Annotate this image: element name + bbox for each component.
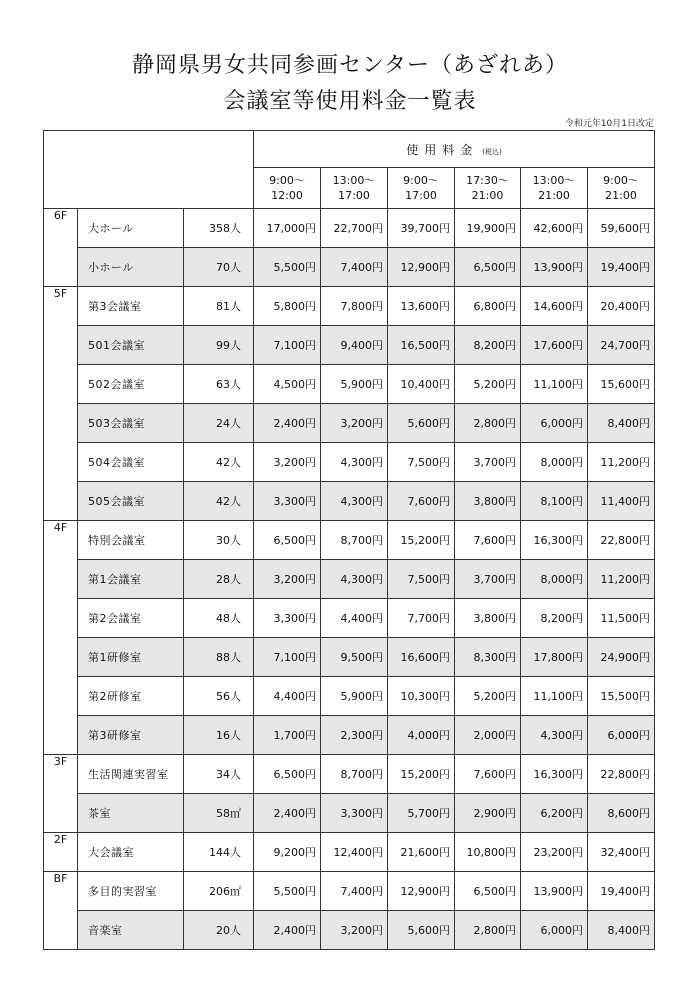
price-cell: 10,300円 [388,677,455,716]
price-cell: 24,900円 [588,638,655,677]
price-cell: 32,400円 [588,833,655,872]
price-cell: 15,200円 [388,521,455,560]
price-cell: 7,600円 [455,521,521,560]
price-cell: 4,000円 [388,716,455,755]
price-cell: 2,900円 [455,794,521,833]
table-row [44,326,655,365]
header-blank-cell [44,131,254,209]
price-cell: 8,600円 [588,794,655,833]
price-cell: 7,700円 [388,599,455,638]
table-row [44,482,655,521]
price-cell: 7,100円 [254,326,321,365]
floor-label: 5F [44,287,78,521]
price-cell: 11,200円 [588,443,655,482]
floor-label: 4F [44,521,78,755]
price-cell: 11,500円 [588,599,655,638]
room-name: 第1研修室 [78,638,184,677]
price-cell: 22,800円 [588,755,655,794]
price-cell: 4,500円 [254,365,321,404]
price-cell: 2,400円 [254,794,321,833]
price-cell: 20,400円 [588,287,655,326]
time-slot-start: 9:00～ [403,174,439,187]
time-slot-end: 17:00 [338,189,370,202]
floor-label: 2F [44,833,78,872]
table-row [44,755,655,794]
price-cell: 6,000円 [588,716,655,755]
time-slot-start: 13:00～ [532,174,576,187]
price-cell: 4,300円 [521,716,588,755]
fee-table-body [44,209,655,950]
table-row [44,872,655,911]
price-cell: 8,100円 [521,482,588,521]
time-slot-header [588,168,655,209]
price-cell: 12,900円 [388,872,455,911]
price-cell: 4,300円 [321,443,388,482]
room-capacity: 358人 [184,209,254,248]
floor-label: 6F [44,209,78,287]
price-cell: 2,300円 [321,716,388,755]
header-row-fee [44,131,655,168]
room-capacity: 58㎡ [184,794,254,833]
price-cell: 7,800円 [321,287,388,326]
time-slot-end: 21:00 [471,189,504,202]
table-row [44,911,655,950]
table-row [44,716,655,755]
time-slot-header [254,168,321,209]
room-capacity: 70人 [184,248,254,287]
table-row [44,209,655,248]
price-cell: 7,600円 [388,482,455,521]
price-cell: 12,400円 [321,833,388,872]
room-capacity: 99人 [184,326,254,365]
table-row [44,521,655,560]
table-row [44,365,655,404]
price-cell: 6,200円 [521,794,588,833]
room-capacity: 28人 [184,560,254,599]
price-cell: 11,100円 [521,365,588,404]
price-cell: 3,800円 [455,599,521,638]
price-cell: 24,700円 [588,326,655,365]
price-cell: 7,600円 [455,755,521,794]
price-cell: 5,900円 [321,677,388,716]
room-capacity: 24人 [184,404,254,443]
room-capacity: 48人 [184,599,254,638]
price-cell: 3,800円 [455,482,521,521]
price-cell: 19,900円 [455,209,521,248]
price-cell: 3,200円 [254,560,321,599]
table-row [44,794,655,833]
price-cell: 17,600円 [521,326,588,365]
price-cell: 6,500円 [455,872,521,911]
price-cell: 6,500円 [254,755,321,794]
tax-note: (税込) [482,147,502,156]
price-cell: 8,400円 [588,911,655,950]
room-capacity: 16人 [184,716,254,755]
time-slot-end: 21:00 [605,189,637,202]
table-row [44,677,655,716]
room-name: 多目的実習室 [78,872,184,911]
price-cell: 17,000円 [254,209,321,248]
price-cell: 5,600円 [388,404,455,443]
room-capacity: 63人 [184,365,254,404]
table-row [44,599,655,638]
price-cell: 8,700円 [321,755,388,794]
room-name: 502会議室 [78,365,184,404]
price-cell: 5,200円 [455,365,521,404]
fee-header-label: 使用料金 [406,142,479,157]
table-row [44,443,655,482]
price-cell: 3,200円 [321,911,388,950]
room-name: 第1会議室 [78,560,184,599]
room-name: 501会議室 [78,326,184,365]
room-capacity: 144人 [184,833,254,872]
room-name: 第3会議室 [78,287,184,326]
room-name: 第2研修室 [78,677,184,716]
room-name: 音楽室 [78,911,184,950]
table-row [44,560,655,599]
price-cell: 13,900円 [521,872,588,911]
price-cell: 5,500円 [254,248,321,287]
price-cell: 13,600円 [388,287,455,326]
price-cell: 6,000円 [521,404,588,443]
room-capacity: 206㎡ [184,872,254,911]
room-capacity: 20人 [184,911,254,950]
price-cell: 5,800円 [254,287,321,326]
table-row [44,404,655,443]
price-cell: 3,200円 [321,404,388,443]
room-capacity: 34人 [184,755,254,794]
room-name: 大会議室 [78,833,184,872]
price-cell: 9,200円 [254,833,321,872]
price-cell: 8,200円 [521,599,588,638]
price-cell: 4,300円 [321,482,388,521]
price-cell: 10,800円 [455,833,521,872]
room-name: 生活関連実習室 [78,755,184,794]
price-cell: 11,100円 [521,677,588,716]
price-cell: 4,300円 [321,560,388,599]
price-cell: 7,400円 [321,248,388,287]
document-subtitle: 会議室等使用料金一覧表 [223,89,477,114]
price-cell: 11,400円 [588,482,655,521]
time-slot-header [455,168,521,209]
time-slot-header [521,168,588,209]
time-slot-end: 21:00 [538,189,570,202]
time-slot-start: 13:00～ [332,174,376,187]
room-capacity: 30人 [184,521,254,560]
time-slot-header [388,168,455,209]
price-cell: 16,500円 [388,326,455,365]
price-cell: 7,400円 [321,872,388,911]
room-capacity: 42人 [184,443,254,482]
room-name: 茶室 [78,794,184,833]
price-cell: 9,400円 [321,326,388,365]
price-cell: 2,400円 [254,911,321,950]
price-cell: 10,400円 [388,365,455,404]
room-name: 大ホール [78,209,184,248]
price-cell: 12,900円 [388,248,455,287]
price-cell: 39,700円 [388,209,455,248]
price-cell: 1,700円 [254,716,321,755]
price-cell: 22,800円 [588,521,655,560]
price-cell: 16,600円 [388,638,455,677]
price-cell: 11,200円 [588,560,655,599]
price-cell: 22,700円 [321,209,388,248]
price-cell: 6,800円 [455,287,521,326]
price-cell: 3,700円 [455,560,521,599]
price-cell: 8,000円 [521,560,588,599]
price-cell: 8,400円 [588,404,655,443]
price-cell: 59,600円 [588,209,655,248]
price-cell: 7,100円 [254,638,321,677]
price-cell: 15,200円 [388,755,455,794]
price-cell: 3,300円 [254,482,321,521]
price-cell: 21,600円 [388,833,455,872]
room-name: 第2会議室 [78,599,184,638]
price-cell: 2,000円 [455,716,521,755]
price-cell: 8,700円 [321,521,388,560]
price-cell: 5,900円 [321,365,388,404]
price-cell: 8,300円 [455,638,521,677]
price-cell: 8,000円 [521,443,588,482]
price-cell: 4,400円 [321,599,388,638]
price-cell: 42,600円 [521,209,588,248]
price-cell: 17,800円 [521,638,588,677]
price-cell: 23,200円 [521,833,588,872]
price-cell: 3,700円 [455,443,521,482]
time-slot-start: 17:30～ [466,174,509,187]
table-row [44,638,655,677]
room-name: 504会議室 [78,443,184,482]
fee-table [43,130,655,950]
room-name: 特別会議室 [78,521,184,560]
room-capacity: 42人 [184,482,254,521]
price-cell: 14,600円 [521,287,588,326]
room-name: 小ホール [78,248,184,287]
price-cell: 6,500円 [254,521,321,560]
price-cell: 15,600円 [588,365,655,404]
price-cell: 19,400円 [588,248,655,287]
price-cell: 9,500円 [321,638,388,677]
floor-label: 3F [44,755,78,833]
table-row [44,287,655,326]
price-cell: 4,400円 [254,677,321,716]
price-cell: 7,500円 [388,443,455,482]
fee-header-cell [254,131,655,168]
price-cell: 3,300円 [321,794,388,833]
time-slot-start: 9:00～ [269,174,305,187]
price-cell: 2,800円 [455,911,521,950]
time-slot-header [321,168,388,209]
floor-label: BF [44,872,78,950]
price-cell: 5,700円 [388,794,455,833]
room-name: 第3研修室 [78,716,184,755]
document-title: 静岡県男女共同参画センター（あざれあ） [131,53,569,78]
room-capacity: 81人 [184,287,254,326]
price-cell: 7,500円 [388,560,455,599]
table-row [44,833,655,872]
price-cell: 16,300円 [521,755,588,794]
time-slot-start: 9:00～ [603,174,639,187]
room-capacity: 56人 [184,677,254,716]
room-name: 503会議室 [78,404,184,443]
price-cell: 13,900円 [521,248,588,287]
time-slot-end: 17:00 [405,189,437,202]
price-cell: 8,200円 [455,326,521,365]
price-cell: 2,800円 [455,404,521,443]
price-cell: 2,400円 [254,404,321,443]
room-name: 505会議室 [78,482,184,521]
time-slot-end: 12:00 [271,189,303,202]
table-row [44,248,655,287]
price-cell: 5,600円 [388,911,455,950]
price-cell: 19,400円 [588,872,655,911]
price-cell: 5,500円 [254,872,321,911]
price-cell: 3,200円 [254,443,321,482]
price-cell: 6,000円 [521,911,588,950]
price-cell: 6,500円 [455,248,521,287]
price-cell: 16,300円 [521,521,588,560]
room-capacity: 88人 [184,638,254,677]
revision-date-note: 令和元年10月1日改定 [564,119,654,129]
price-cell: 5,200円 [455,677,521,716]
price-cell: 15,500円 [588,677,655,716]
price-cell: 3,300円 [254,599,321,638]
